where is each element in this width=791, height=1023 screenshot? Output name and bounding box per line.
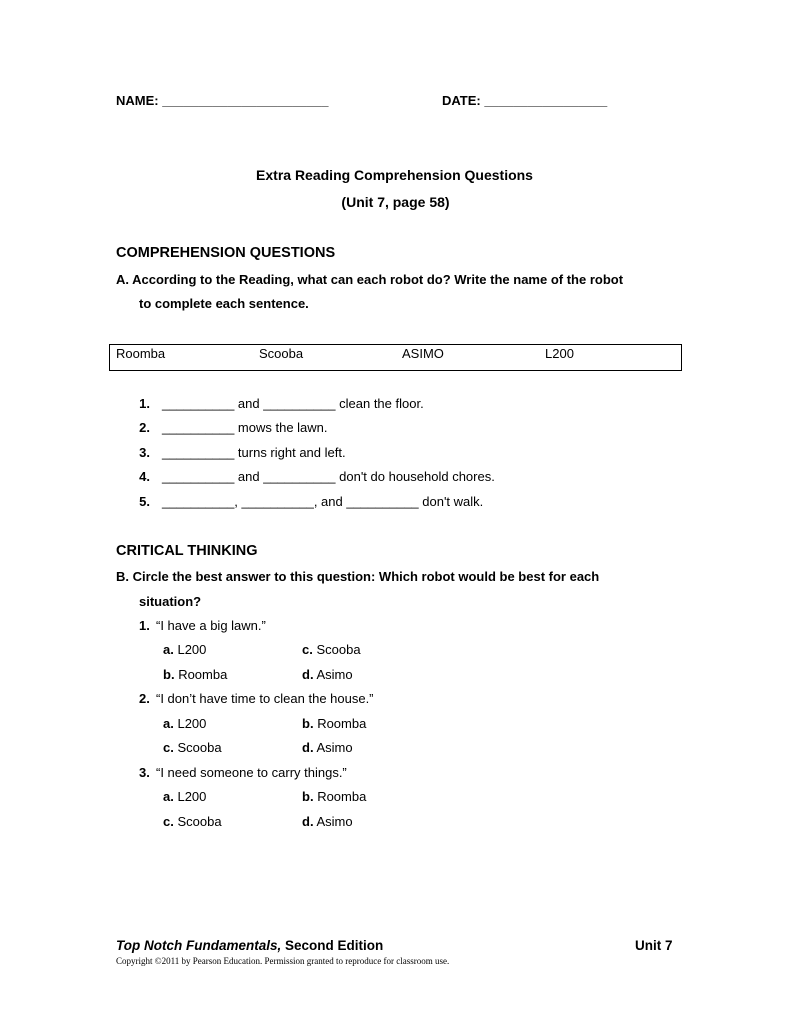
question-text: “I need someone to carry things.”: [156, 765, 347, 780]
instruction-a-line-1: A. According to the Reading, what can each robot do? Write the name of the robot: [116, 272, 624, 287]
item-text: __________, __________, and __________ don't walk.: [162, 494, 484, 509]
option-c[interactable]: [163, 814, 222, 829]
option-text: Roomba: [317, 789, 367, 804]
option-letter: c.: [163, 740, 174, 755]
option-text: L200: [177, 789, 207, 804]
option-letter: c.: [302, 642, 313, 657]
option-letter: d.: [302, 814, 314, 829]
question-text: “I don’t have time to clean the house.”: [156, 691, 374, 706]
question-number: 3.: [139, 765, 150, 780]
option-letter: d.: [302, 667, 314, 682]
book-title: Top Notch Fundamentals,: [116, 938, 282, 953]
option-text: L200: [177, 642, 207, 657]
item-text: __________ and __________ clean the floor.: [162, 396, 424, 411]
option-a[interactable]: [163, 789, 206, 804]
page-title: [0, 167, 791, 183]
option-letter: d.: [302, 740, 314, 755]
word-box-item: Roomba: [116, 346, 166, 361]
option-b[interactable]: [302, 716, 366, 731]
option-letter: a.: [163, 716, 174, 731]
option-c[interactable]: [302, 642, 361, 657]
option-a[interactable]: [163, 642, 206, 657]
option-b[interactable]: [302, 789, 366, 804]
option-text: Scooba: [177, 740, 222, 755]
footer-copyright: Copyright ©2011 by Pearson Education. Permission granted to reproduce for classroom use.: [116, 956, 450, 966]
option-text: Scooba: [177, 814, 222, 829]
option-a[interactable]: [163, 716, 206, 731]
title-line-2: (Unit 7, page 58): [341, 194, 450, 210]
item-text: __________ and __________ don't do household chores.: [162, 469, 495, 484]
option-b[interactable]: [163, 667, 227, 682]
instruction-a-line-2: to complete each sentence.: [139, 296, 309, 311]
footer-book-title: [116, 938, 383, 953]
option-letter: a.: [163, 789, 174, 804]
word-box-item: ASIMO: [402, 346, 444, 361]
option-text: Asimo: [316, 814, 353, 829]
option-letter: b.: [302, 716, 314, 731]
option-letter: b.: [163, 667, 175, 682]
instruction-b-line-2: situation?: [139, 594, 202, 609]
date-field: DATE: _________________: [442, 93, 608, 108]
item-number: 5.: [139, 494, 150, 509]
option-text: L200: [177, 716, 207, 731]
option-d[interactable]: [302, 667, 353, 682]
word-box-item: Scooba: [259, 346, 304, 361]
question-number: 1.: [139, 618, 150, 633]
option-d[interactable]: [302, 814, 353, 829]
option-letter: b.: [302, 789, 314, 804]
instruction-b-line-1: B. Circle the best answer to this question: Which robot would be best for each: [116, 569, 600, 584]
item-text: __________ mows the lawn.: [162, 420, 328, 435]
item-text: __________ turns right and left.: [162, 445, 346, 460]
name-field: NAME: _______________________: [116, 93, 329, 108]
option-text: Roomba: [317, 716, 367, 731]
question-text: “I have a big lawn.”: [156, 618, 266, 633]
critical-thinking-heading: CRITICAL THINKING: [116, 543, 258, 559]
option-text: Asimo: [316, 667, 353, 682]
option-d[interactable]: [302, 740, 353, 755]
item-number: 3.: [139, 445, 150, 460]
option-text: Roomba: [178, 667, 228, 682]
footer-unit: Unit 7: [635, 938, 673, 953]
title-line-1: Extra Reading Comprehension Questions: [256, 167, 533, 183]
option-letter: c.: [163, 814, 174, 829]
book-edition: Second Edition: [281, 938, 384, 953]
option-c[interactable]: [163, 740, 222, 755]
option-text: Asimo: [316, 740, 353, 755]
word-box: [109, 344, 682, 371]
option-letter: a.: [163, 642, 174, 657]
page-subtitle: [0, 194, 791, 210]
option-text: Scooba: [316, 642, 361, 657]
item-number: 2.: [139, 420, 150, 435]
comprehension-heading: COMPREHENSION QUESTIONS: [116, 245, 336, 261]
item-number: 4.: [139, 469, 150, 484]
question-number: 2.: [139, 691, 150, 706]
item-number: 1.: [139, 396, 150, 411]
word-box-item: L200: [545, 346, 574, 361]
